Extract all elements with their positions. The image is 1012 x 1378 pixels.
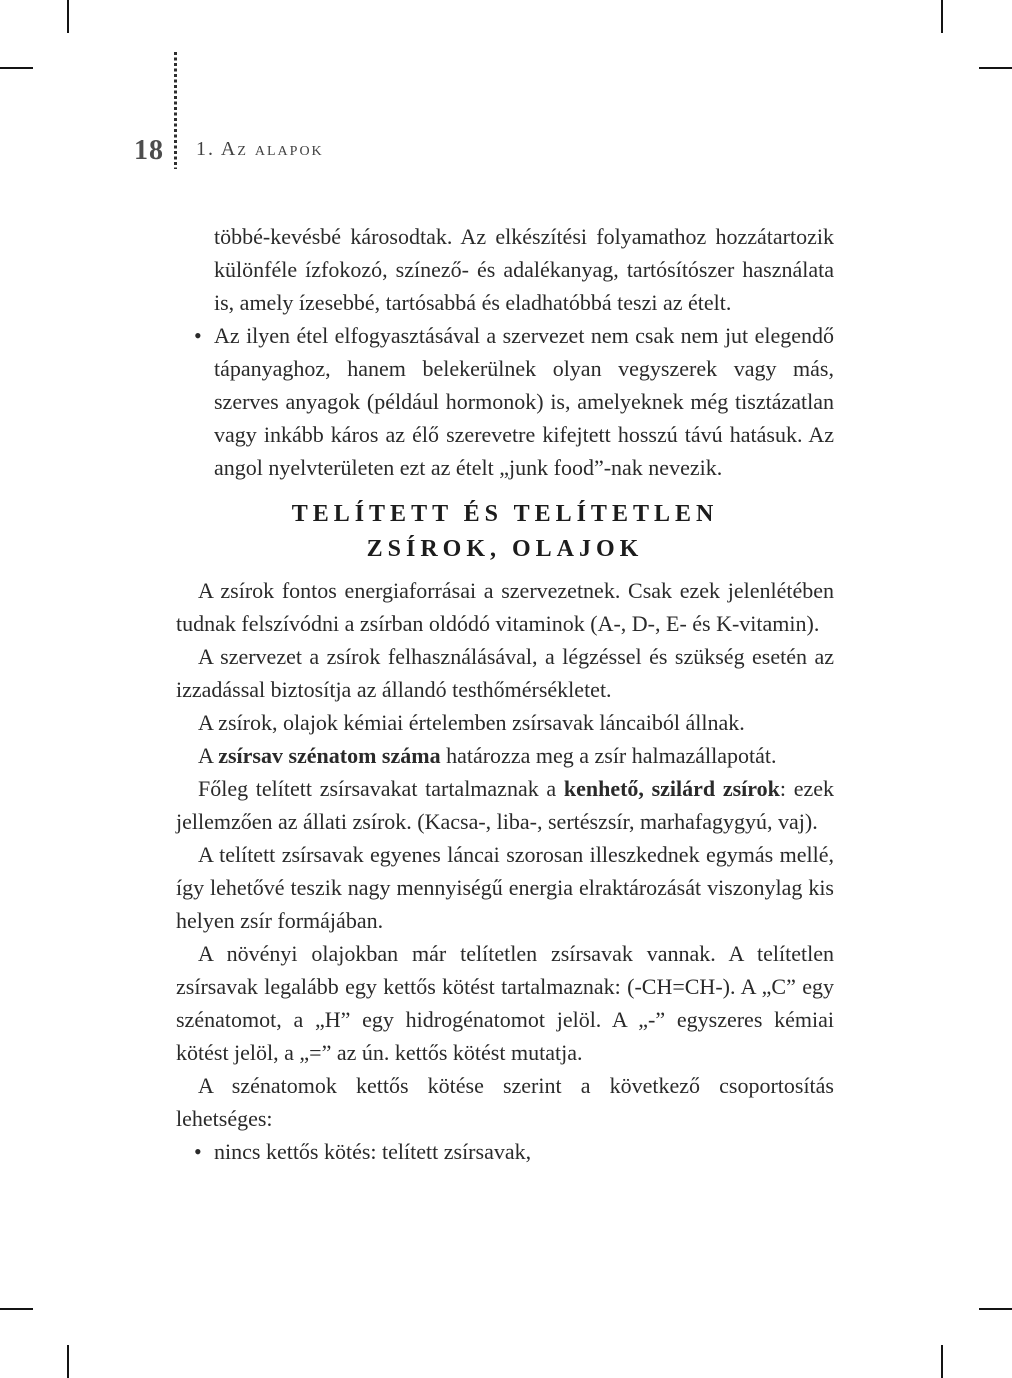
bullet-item [194,319,834,484]
text-segment: A szénatomok kettős kötése szerint a következő csoportosítás lehetséges: [176,1073,834,1131]
paragraph [214,220,834,319]
paragraph [176,937,834,1069]
section-heading [176,497,834,567]
text-segment: többé-kevésbé károsodtak. Az elkészítési folyamathoz hozzátartozik különféle ízfokozó, színező- és adalékanyag, tartósítószer használata is, amely ízesebbé, tartósabbá és eladhatóbbá teszi az ételt. [214,224,834,315]
text-segment: zsírsav szénatom száma [218,743,441,768]
crop-mark-top-left-horizontal [0,67,33,69]
paragraph [176,1069,834,1135]
text-segment: A [198,743,219,768]
paragraph [176,739,834,772]
dotted-divider [174,52,177,169]
page-number: 18 [134,135,164,166]
paragraph [176,772,834,838]
crop-mark-top-right-horizontal [979,67,1012,69]
crop-mark-top-right-vertical [941,0,943,33]
text-segment: A zsírok, olajok kémiai értelemben zsírsavak láncaiból állnak. [198,710,745,735]
text-segment: kenhető, szilárd zsírok [563,776,780,801]
paragraph [176,838,834,937]
section-heading-line: ZSÍROK, OLAJOK [366,536,644,562]
crop-mark-bottom-left-vertical [67,1345,69,1378]
paragraph [176,706,834,739]
crop-mark-bottom-right-vertical [941,1345,943,1378]
section-heading-line: TELÍTETT ÉS TELÍTETLEN [291,501,719,527]
text-segment: A szervezet a zsírok felhasználásával, a légzéssel és szükség esetén az izzadással biztosítja az állandó testhőmérsékletet. [176,644,834,702]
paragraph [176,640,834,706]
text-segment: nincs kettős kötés: telített zsírsavak, [214,1139,532,1164]
text-segment: határozza meg a zsír halmazállapotát. [440,743,777,768]
bullet-item [194,1135,834,1168]
text-segment: A növényi olajokban már telítetlen zsírsavak vannak. A telítetlen zsírsavak legalább egy kettős kötést tartalmaznak: (-CH=CH-). A „C” egy szénatomot, a „H” egy hidrogénatomot jelöl. A „-” egyszeres kémiai kötést jelöl, a „=” az ún. kettős kötést mutatja. [176,941,834,1065]
bullet-icon: • [194,323,202,348]
crop-mark-bottom-right-horizontal [979,1308,1012,1310]
text-segment: A telített zsírsavak egyenes láncai szorosan illeszkednek egymás mellé, így lehetővé teszik nagy mennyiségű energia elraktározását viszonylag kis helyen zsír formájában. [176,842,834,933]
paragraph [176,574,834,640]
text-segment: : ezek jellemzően az állati zsírok. (Kacsa-, liba-, sertészsír, marhafagygyú, vaj). [176,776,835,834]
running-header: 1. Az alapok [196,138,324,160]
page-content [176,220,834,1168]
text-segment: Az ilyen étel elfogyasztásával a szervezet nem csak nem jut elegendő tápanyaghoz, hanem belekerülnek olyan vegyszerek vagy más, szerves anyagok (például hormonok) is, amelyeknek még tisztázatlan vagy inkább káros az élő szerevetre kifejtett hosszú távú hatásuk. Az angol nyelvterületen ezt az ételt „junk food”-nak nevezik. [214,323,834,480]
text-segment: Főleg telített zsírsavakat tartalmaznak a [198,776,564,801]
text-segment: A zsírok fontos energiaforrásai a szervezetnek. Csak ezek jelenlétében tudnak felszívódni a zsírban oldódó vitaminok (A-, D-, E- és K-vitamin). [176,578,834,636]
crop-mark-bottom-left-horizontal [0,1308,33,1310]
bullet-icon: • [194,1139,202,1164]
crop-mark-top-left-vertical [67,0,69,33]
